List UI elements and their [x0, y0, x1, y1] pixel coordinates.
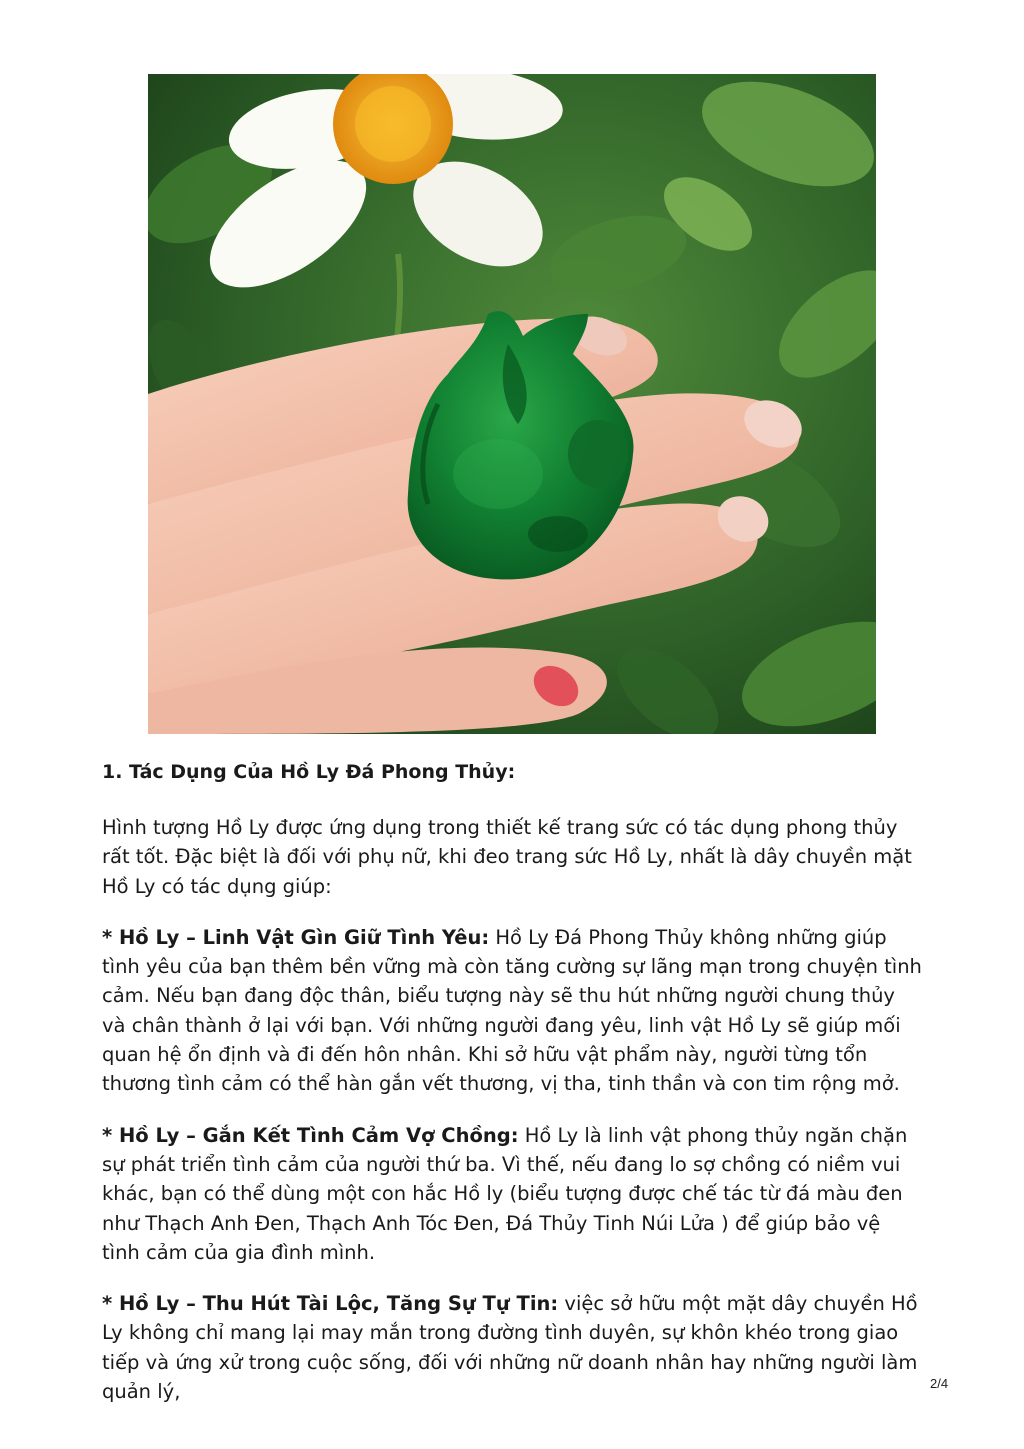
- item-love-text: Hồ Ly Đá Phong Thủy không những giúp tình yêu của bạn thêm bền vững mà còn tăng cường sự lãng mạn trong chuyện tình cảm. Nếu bạn đang độc thân, biểu tượng này sẽ thu hút những người chung thủy và chân thành ở lại với bạn. Với những người đang yêu, linh vật Hồ Ly sẽ giúp mối quan hệ ổn định và đi đến hôn nhân. Khi sở hữu vật phẩm này, người từng tổn thương tình cảm có thể hàn gắn vết thương, vị tha, tinh thần và con tim rộng mở.: [102, 925, 922, 1096]
- item-fortune-paragraph: [102, 1289, 924, 1406]
- item-marriage-title: * Hồ Ly – Gắn Kết Tình Cảm Vợ Chồng:: [102, 1123, 519, 1147]
- jade-fox-pendant-image: [148, 74, 876, 734]
- item-love-paragraph: [102, 923, 924, 1099]
- item-fortune-text: việc sở hữu một mặt dây chuyền Hồ Ly không chỉ mang lại may mắn trong đường tình duyên, sự khôn khéo trong giao tiếp và ứng xử trong cuộc sống, đối với những nữ doanh nhân hay những người làm quản lý,: [102, 1292, 918, 1404]
- intro-paragraph: Hình tượng Hồ Ly được ứng dụng trong thiết kế trang sức có tác dụng phong thủy rất tốt. Đặc biệt là đối với phụ nữ, khi đeo trang sức Hồ Ly, nhất là dây chuyền mặt Hồ Ly có tác dụng giúp:: [102, 816, 912, 898]
- section-heading: 1. Tác Dụng Của Hồ Ly Đá Phong Thủy:: [102, 761, 516, 783]
- item-fortune-title: * Hồ Ly – Thu Hút Tài Lộc, Tăng Sự Tự Tin:: [102, 1292, 559, 1316]
- product-photo: [148, 74, 876, 734]
- page-number: 2/4: [930, 1376, 949, 1391]
- article-content: [102, 758, 924, 1428]
- item-love-title: * Hồ Ly – Linh Vật Gìn Giữ Tình Yêu:: [102, 925, 490, 949]
- item-marriage-paragraph: [102, 1121, 924, 1267]
- item-marriage-text: Hồ Ly là linh vật phong thủy ngăn chặn sự phát triển tình cảm của người thứ ba. Vì thế, nếu đang lo sợ chồng có niềm vui khác, bạn có thể dùng một con hắc Hồ ly (biểu tượng được chế tác từ đá màu đen như Thạch Anh Đen, Thạch Anh Tóc Đen, Đá Thủy Tinh Núi Lửa ) để giúp bảo vệ tình cảm của gia đình mình.: [102, 1123, 908, 1264]
